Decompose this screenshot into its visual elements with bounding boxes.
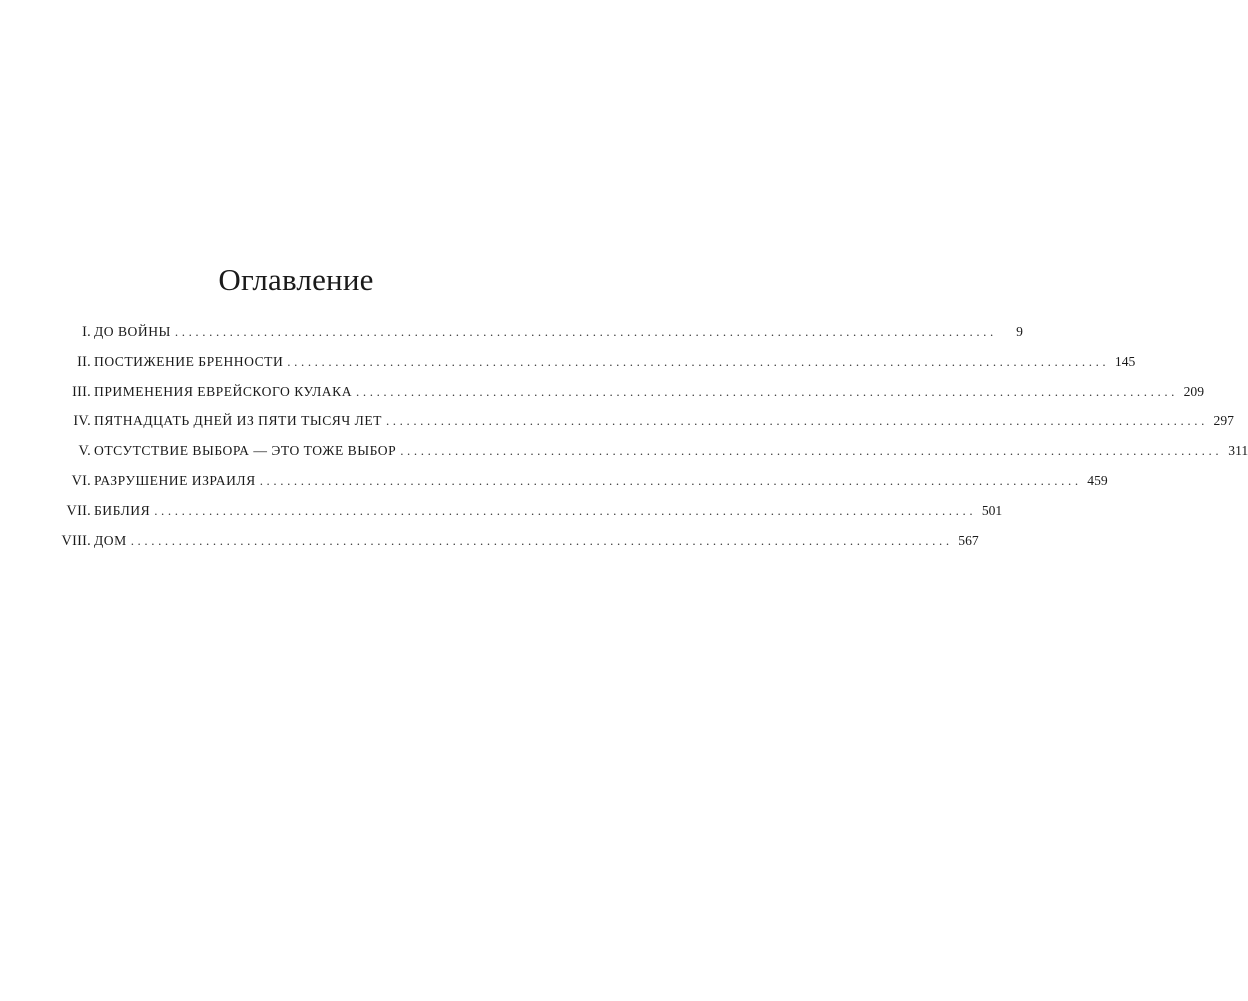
- dot-leader: ........................................................................................................................: [385, 413, 1208, 429]
- dot-leader: ........................................................................................................................: [356, 383, 1179, 399]
- table-of-contents: [60, 324, 1248, 562]
- chapter-number: VII.: [66, 502, 91, 519]
- chapter-title: ПОСТИЖЕНИЕ БРЕННОСТИ: [94, 353, 284, 369]
- chapter-number: I.: [82, 324, 91, 340]
- toc-entry-1[interactable]: [60, 324, 1023, 354]
- dot-leader: ........................................................................................................................: [174, 324, 997, 339]
- page-number: 145: [1114, 353, 1136, 369]
- toc-entry-4[interactable]: [60, 413, 1234, 443]
- page-number: 567: [958, 532, 979, 548]
- page-number: 501: [981, 502, 1003, 518]
- chapter-title: ПЯТНАДЦАТЬ ДНЕЙ ИЗ ПЯТИ ТЫСЯЧ ЛЕТ: [94, 413, 382, 429]
- chapter-title: ПРИМЕНЕНИЯ ЕВРЕЙСКОГО КУЛАКА: [94, 383, 353, 399]
- page-number: 9: [1016, 324, 1023, 339]
- page-number: 311: [1228, 443, 1248, 459]
- chapter-number: VI.: [71, 472, 91, 489]
- chapter-title: ОТСУТСТВИЕ ВЫБОРА — ЭТО ТОЖЕ ВЫБОР: [94, 443, 397, 459]
- chapter-number: IV.: [73, 413, 91, 430]
- chapter-number: III.: [72, 383, 91, 400]
- chapter-number: VIII.: [61, 532, 91, 549]
- chapter-title: ДО ВОЙНЫ: [94, 324, 171, 339]
- dot-leader: ........................................................................................................................: [400, 443, 1223, 459]
- page-number: 459: [1087, 472, 1108, 488]
- toc-entry-5[interactable]: [60, 443, 1248, 473]
- chapter-number: V.: [78, 443, 91, 460]
- chapter-title: РАЗРУШЕНИЕ ИЗРАИЛЯ: [94, 472, 256, 488]
- page-title: Оглавление: [218, 262, 374, 297]
- dot-leader: ........................................................................................................................: [259, 472, 1082, 488]
- toc-entry-7[interactable]: [60, 502, 1003, 533]
- toc-entry-3[interactable]: [60, 383, 1205, 414]
- toc-entry-6[interactable]: [60, 472, 1108, 503]
- dot-leader: ........................................................................................................................: [154, 502, 977, 518]
- dot-leader: ........................................................................................................................: [287, 353, 1110, 369]
- toc-entry-8[interactable]: [60, 532, 979, 563]
- toc-entry-2[interactable]: [60, 353, 1136, 384]
- chapter-title: ДОМ: [94, 532, 127, 548]
- chapter-title: БИБЛИЯ: [94, 502, 151, 518]
- page-number: 297: [1213, 413, 1234, 429]
- chapter-number: II.: [77, 353, 91, 370]
- page-number: 209: [1183, 383, 1205, 399]
- dot-leader: ........................................................................................................................: [130, 532, 953, 548]
